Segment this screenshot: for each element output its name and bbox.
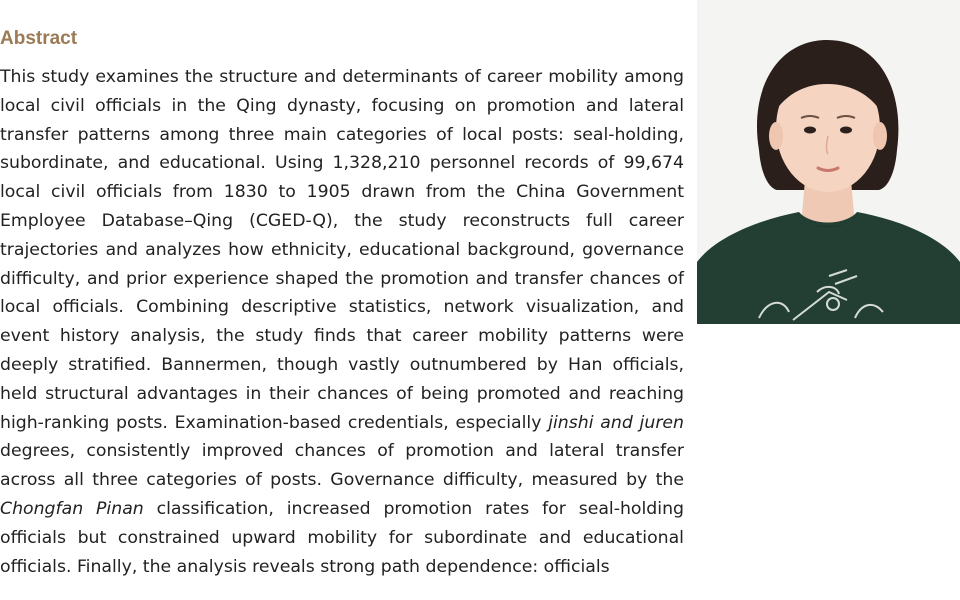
abstract-paragraph — [0, 63, 684, 581]
abstract-text-part-3: classification, increased promotion rates for seal-holding officials but constrained upward mobility for subordinate and educational officials. Finally, the analysis reveals strong path dependence: officials — [0, 498, 684, 577]
abstract-heading: Abstract — [0, 28, 78, 49]
portrait-illustration — [697, 0, 960, 324]
abstract-italic-classification: Chongfan Pinan — [0, 498, 144, 519]
author-portrait-photo — [697, 0, 960, 324]
abstract-text-part-2: degrees, consistently improved chances of promotion and lateral transfer across all three categories of posts. Governance difficulty, measured by the — [0, 441, 684, 491]
abstract-text-part-1: This study examines the structure and determinants of career mobility among local civil officials in the Qing dynasty, focusing on promotion and lateral transfer patterns among three main categories of local posts: seal-holding, subordinate, and educational. Using 1,328,210 personnel records of 99,674 local civil officials from 1830 to 1905 drawn from the China Government Employee Database–Qing (CGED-Q), the study reconstructs full career trajectories and analyzes how ethnicity, educational background, governance difficulty, and prior experience shaped the promotion and transfer chances of local officials. Combining descriptive statistics, network visualization, and event history analysis, the study finds that career mobility patterns were deeply stratified. Bannermen, though vastly outnumbered by Han officials, held structural advantages in their chances of being promoted and reaching high-ranking posts. Examination-based credentials, especially — [0, 67, 684, 433]
abstract-italic-degrees: jinshi and juren — [548, 412, 685, 433]
